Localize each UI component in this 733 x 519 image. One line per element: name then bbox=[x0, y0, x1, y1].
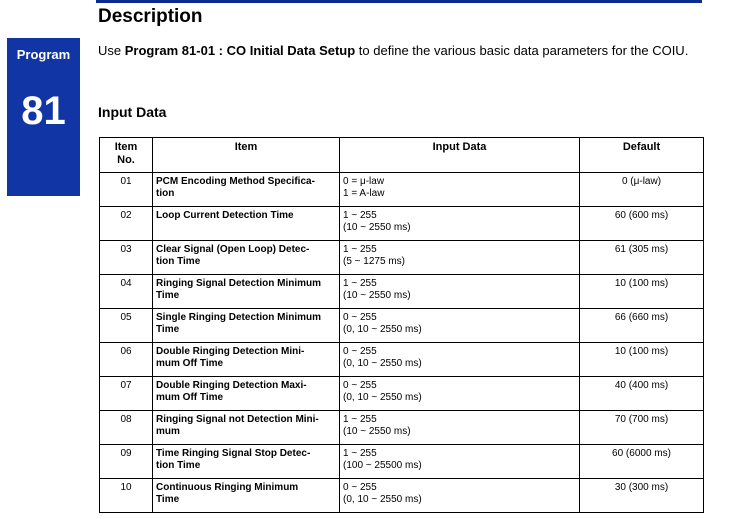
table-row bbox=[100, 207, 704, 241]
cell-item-line: tion Time bbox=[156, 256, 201, 267]
cell-item-no: 01 bbox=[100, 173, 153, 207]
cell-input-line: 1 ~ 255 bbox=[343, 448, 377, 459]
table-row bbox=[100, 309, 704, 343]
cell-input-line: (10 ~ 2550 ms) bbox=[343, 290, 411, 301]
table-row bbox=[100, 173, 704, 207]
cell-default: 66 (660 ms) bbox=[580, 309, 704, 343]
header-item-no bbox=[100, 138, 153, 173]
cell-item bbox=[153, 241, 340, 275]
table-row bbox=[100, 445, 704, 479]
cell-item-no: 06 bbox=[100, 343, 153, 377]
cell-item-line: mum Off Time bbox=[156, 358, 224, 369]
cell-item-line: mum bbox=[156, 426, 180, 437]
cell-input-line: (0, 10 ~ 2550 ms) bbox=[343, 392, 422, 403]
cell-item-no: 10 bbox=[100, 479, 153, 513]
cell-item bbox=[153, 343, 340, 377]
cell-default: 10 (100 ms) bbox=[580, 343, 704, 377]
cell-default: 30 (300 ms) bbox=[580, 479, 704, 513]
cell-input-line: 0 ~ 255 bbox=[343, 346, 377, 357]
cell-item-line: Time bbox=[156, 494, 180, 505]
cell-item-no: 03 bbox=[100, 241, 153, 275]
input-data-table bbox=[99, 137, 704, 513]
cell-item-line: tion Time bbox=[156, 460, 201, 471]
table-header-row bbox=[100, 138, 704, 173]
cell-input-data bbox=[340, 207, 580, 241]
cell-default: 70 (700 ms) bbox=[580, 411, 704, 445]
header-default: Default bbox=[580, 138, 704, 173]
cell-input-line: 1 ~ 255 bbox=[343, 278, 377, 289]
cell-input-data bbox=[340, 241, 580, 275]
intro-paragraph bbox=[98, 43, 698, 58]
cell-item-no: 09 bbox=[100, 445, 153, 479]
table-row bbox=[100, 275, 704, 309]
table-row bbox=[100, 411, 704, 445]
cell-input-line: 1 ~ 255 bbox=[343, 244, 377, 255]
cell-input-data bbox=[340, 479, 580, 513]
cell-item-line: Double Ringing Detection Maxi- bbox=[156, 380, 307, 391]
cell-input-data bbox=[340, 173, 580, 207]
intro-prefix: Use bbox=[98, 43, 125, 58]
cell-item-line: Time bbox=[156, 324, 180, 335]
cell-input-data bbox=[340, 343, 580, 377]
cell-input-data bbox=[340, 275, 580, 309]
cell-input-line: (0, 10 ~ 2550 ms) bbox=[343, 494, 422, 505]
cell-item bbox=[153, 377, 340, 411]
cell-input-line: (5 ~ 1275 ms) bbox=[343, 256, 405, 267]
header-item-no-line1: Item bbox=[114, 141, 138, 153]
cell-item-line: mum Off Time bbox=[156, 392, 224, 403]
header-rule bbox=[96, 0, 702, 3]
table-row bbox=[100, 241, 704, 275]
cell-input-line: (10 ~ 2550 ms) bbox=[343, 222, 411, 233]
cell-item-no: 08 bbox=[100, 411, 153, 445]
section-title: Input Data bbox=[98, 104, 167, 120]
intro-program-ref: Program 81-01 : CO Initial Data Setup bbox=[124, 43, 356, 58]
cell-item-no: 05 bbox=[100, 309, 153, 343]
cell-item-no: 02 bbox=[100, 207, 153, 241]
cell-default: 40 (400 ms) bbox=[580, 377, 704, 411]
cell-item-line: Double Ringing Detection Mini- bbox=[156, 346, 305, 357]
cell-item-line: Time Ringing Signal Stop Detec- bbox=[156, 448, 311, 459]
cell-item bbox=[153, 479, 340, 513]
cell-default: 0 (μ-law) bbox=[580, 173, 704, 207]
cell-item-line: Loop Current Detection Time bbox=[156, 210, 294, 221]
cell-input-line: (0, 10 ~ 2550 ms) bbox=[343, 324, 422, 335]
cell-input-line: (0, 10 ~ 2550 ms) bbox=[343, 358, 422, 369]
cell-item bbox=[153, 173, 340, 207]
cell-item-line: Ringing Signal Detection Minimum bbox=[156, 278, 321, 289]
cell-input-line: 0 ~ 255 bbox=[343, 380, 377, 391]
cell-item-no: 04 bbox=[100, 275, 153, 309]
cell-item-line: PCM Encoding Method Specifica- bbox=[156, 176, 315, 187]
table-row bbox=[100, 377, 704, 411]
cell-item bbox=[153, 411, 340, 445]
cell-item-line: Continuous Ringing Minimum bbox=[156, 482, 299, 493]
cell-item-no: 07 bbox=[100, 377, 153, 411]
header-item: Item bbox=[153, 138, 340, 173]
header-item-no-line2: No. bbox=[117, 154, 135, 166]
cell-input-line: 0 ~ 255 bbox=[343, 312, 377, 323]
cell-item bbox=[153, 309, 340, 343]
program-tab bbox=[7, 38, 80, 196]
cell-input-data bbox=[340, 377, 580, 411]
cell-input-line: 0 = μ-law bbox=[343, 176, 385, 187]
cell-input-line: (100 ~ 25500 ms) bbox=[343, 460, 422, 471]
cell-default: 60 (600 ms) bbox=[580, 207, 704, 241]
cell-input-line: (10 ~ 2550 ms) bbox=[343, 426, 411, 437]
cell-item-line: tion bbox=[156, 188, 175, 199]
cell-input-line: 1 ~ 255 bbox=[343, 414, 377, 425]
cell-item-line: Time bbox=[156, 290, 180, 301]
cell-input-line: 1 = A-law bbox=[343, 188, 385, 199]
cell-input-line: 1 ~ 255 bbox=[343, 210, 377, 221]
cell-item bbox=[153, 275, 340, 309]
cell-item-line: Clear Signal (Open Loop) Detec- bbox=[156, 244, 310, 255]
page-title: Description bbox=[98, 6, 203, 27]
table-row bbox=[100, 479, 704, 513]
cell-default: 10 (100 ms) bbox=[580, 275, 704, 309]
cell-input-line: 0 ~ 255 bbox=[343, 482, 377, 493]
cell-default: 61 (305 ms) bbox=[580, 241, 704, 275]
program-tab-number: 81 bbox=[21, 89, 66, 133]
table-row bbox=[100, 343, 704, 377]
header-input-data: Input Data bbox=[340, 138, 580, 173]
cell-input-data bbox=[340, 445, 580, 479]
cell-item bbox=[153, 207, 340, 241]
cell-item-line: Ringing Signal not Detection Mini- bbox=[156, 414, 319, 425]
program-tab-label: Program bbox=[16, 47, 71, 62]
cell-default: 60 (6000 ms) bbox=[580, 445, 704, 479]
cell-item bbox=[153, 445, 340, 479]
intro-suffix: to define the various basic data parameters for the COIU. bbox=[355, 43, 689, 58]
cell-input-data bbox=[340, 411, 580, 445]
cell-input-data bbox=[340, 309, 580, 343]
cell-item-line: Single Ringing Detection Minimum bbox=[156, 312, 321, 323]
